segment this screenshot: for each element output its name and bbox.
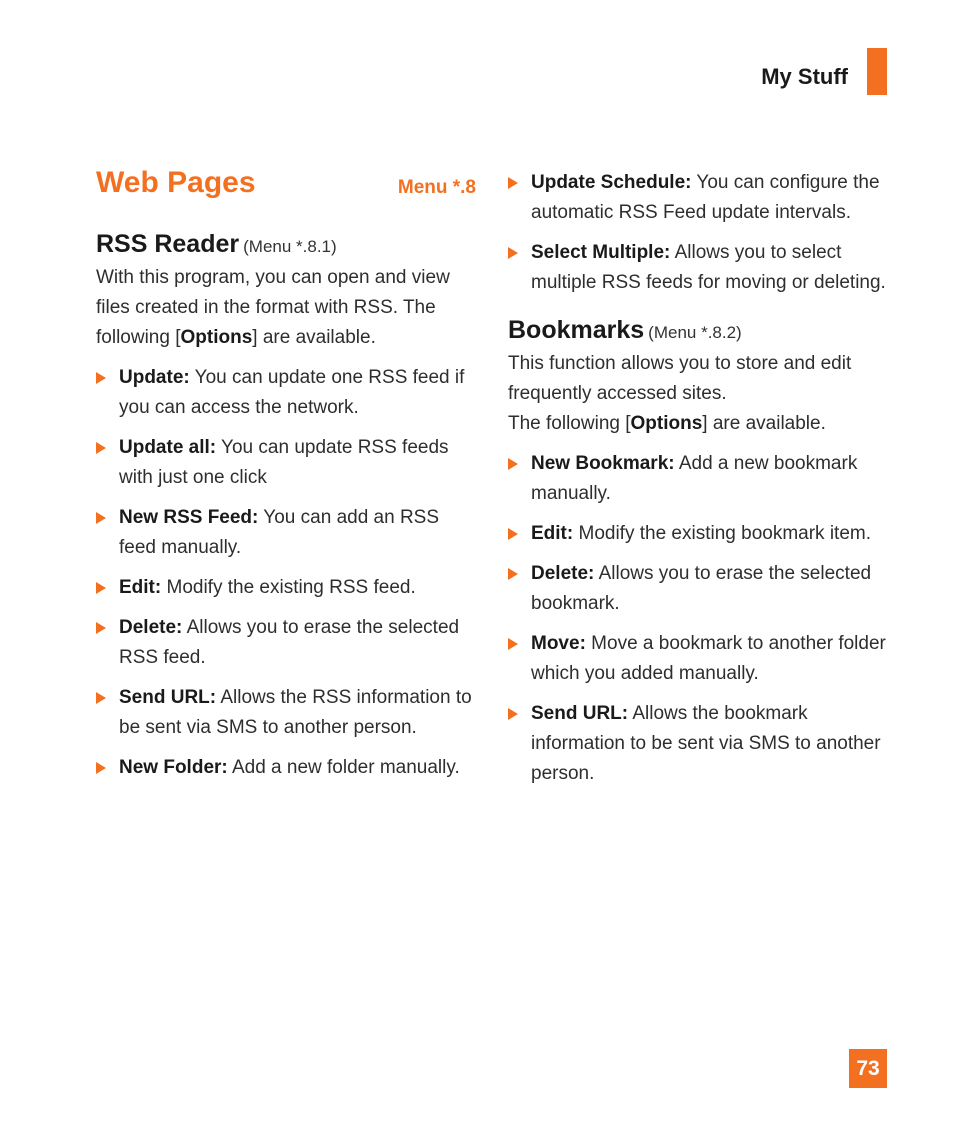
item-label: Update all: (119, 437, 217, 458)
list-item (96, 363, 476, 423)
section-menu-path: Menu *.8 (397, 177, 476, 198)
item-label: New RSS Feed: (119, 507, 259, 528)
bookmarks-intro-text-2: The following [ (508, 413, 631, 434)
bullet-arrow-icon (508, 247, 518, 259)
bookmarks-intro (508, 349, 893, 409)
item-text: Move a bookmark to another folder which you added manually. (531, 633, 886, 684)
bullet-arrow-icon (96, 692, 106, 704)
item-label: Edit: (531, 523, 574, 544)
bullet-arrow-icon (96, 442, 106, 454)
bullet-arrow-icon (508, 458, 518, 470)
bullet-arrow-icon (508, 708, 518, 720)
bookmarks-intro-text-end: ] are available. (702, 413, 826, 434)
list-item (508, 168, 893, 228)
item-label: Update Schedule: (531, 172, 692, 193)
item-label: New Bookmark: (531, 453, 675, 474)
section-heading (96, 166, 476, 210)
list-item (508, 519, 893, 549)
list-item (508, 238, 893, 298)
item-label: Send URL: (531, 703, 629, 724)
section-title: Web Pages (96, 166, 256, 199)
list-item (96, 613, 476, 673)
bullet-arrow-icon (96, 762, 106, 774)
item-text: Modify the existing bookmark item. (573, 523, 872, 544)
item-text: You can update RSS feeds with just one click (119, 437, 449, 488)
list-item (96, 753, 476, 783)
item-text: Allows the bookmark information to be sent via SMS to another person. (531, 703, 881, 784)
item-label: Move: (531, 633, 586, 654)
rss-reader-menu: (Menu *.8.1) (243, 237, 337, 256)
list-item (508, 449, 893, 509)
page-number: 73 (849, 1049, 887, 1088)
rss-intro-text: With this program, you can open and view files created in the format with RSS. The following [ (96, 267, 450, 348)
list-item (508, 699, 893, 789)
item-text: You can configure the automatic RSS Feed update intervals. (531, 172, 880, 223)
rss-reader-title: RSS Reader (96, 230, 240, 258)
item-label: New Folder: (119, 757, 228, 778)
bullet-arrow-icon (508, 177, 518, 189)
bullet-arrow-icon (508, 528, 518, 540)
bookmarks-heading (508, 316, 893, 345)
bookmarks-menu: (Menu *.8.2) (648, 323, 742, 342)
rss-intro-text-end: ] are available. (252, 327, 376, 348)
rss-options-list (96, 363, 476, 783)
list-item (96, 433, 476, 493)
bookmarks-intro-options (508, 409, 893, 439)
bookmarks-title: Bookmarks (508, 316, 645, 344)
item-text: Allows you to erase the selected RSS feed. (119, 617, 460, 668)
item-text: You can add an RSS feed manually. (119, 507, 440, 558)
bookmarks-intro-options-word: Options (630, 413, 703, 434)
item-label: Select Multiple: (531, 242, 671, 263)
item-text: Allows you to select multiple RSS feeds for moving or deleting. (531, 242, 886, 293)
bullet-arrow-icon (96, 372, 106, 384)
item-text: Allows the RSS information to be sent via SMS to another person. (119, 687, 472, 738)
list-item (508, 559, 893, 619)
item-text: You can update one RSS feed if you can access the network. (119, 367, 465, 418)
rss-intro-options: Options (180, 327, 253, 348)
item-label: Send URL: (119, 687, 217, 708)
item-text: Modify the existing RSS feed. (161, 577, 416, 598)
bookmarks-options-list (508, 449, 893, 789)
rss-reader-intro (96, 263, 476, 353)
bullet-arrow-icon (96, 582, 106, 594)
item-text: Allows you to erase the selected bookmark. (531, 563, 872, 614)
item-text: Add a new bookmark manually. (531, 453, 858, 504)
bookmarks-intro-text: This function allows you to store and edit frequently accessed sites. (508, 353, 852, 404)
item-label: Edit: (119, 577, 162, 598)
rss-options-list-continued (508, 168, 893, 298)
bullet-arrow-icon (508, 638, 518, 650)
item-label: Delete: (531, 563, 595, 584)
header-tab-marker (867, 48, 887, 95)
item-text: Add a new folder manually. (227, 757, 460, 778)
list-item (96, 573, 476, 603)
item-label: Delete: (119, 617, 183, 638)
bullet-arrow-icon (508, 568, 518, 580)
bullet-arrow-icon (96, 512, 106, 524)
right-column (508, 168, 893, 799)
list-item (96, 503, 476, 563)
bullet-arrow-icon (96, 622, 106, 634)
running-header-title: My Stuff (761, 64, 848, 89)
list-item (508, 629, 893, 689)
item-label: Update: (119, 367, 190, 388)
rss-reader-heading (96, 230, 476, 259)
left-column (96, 230, 476, 793)
list-item (96, 683, 476, 743)
